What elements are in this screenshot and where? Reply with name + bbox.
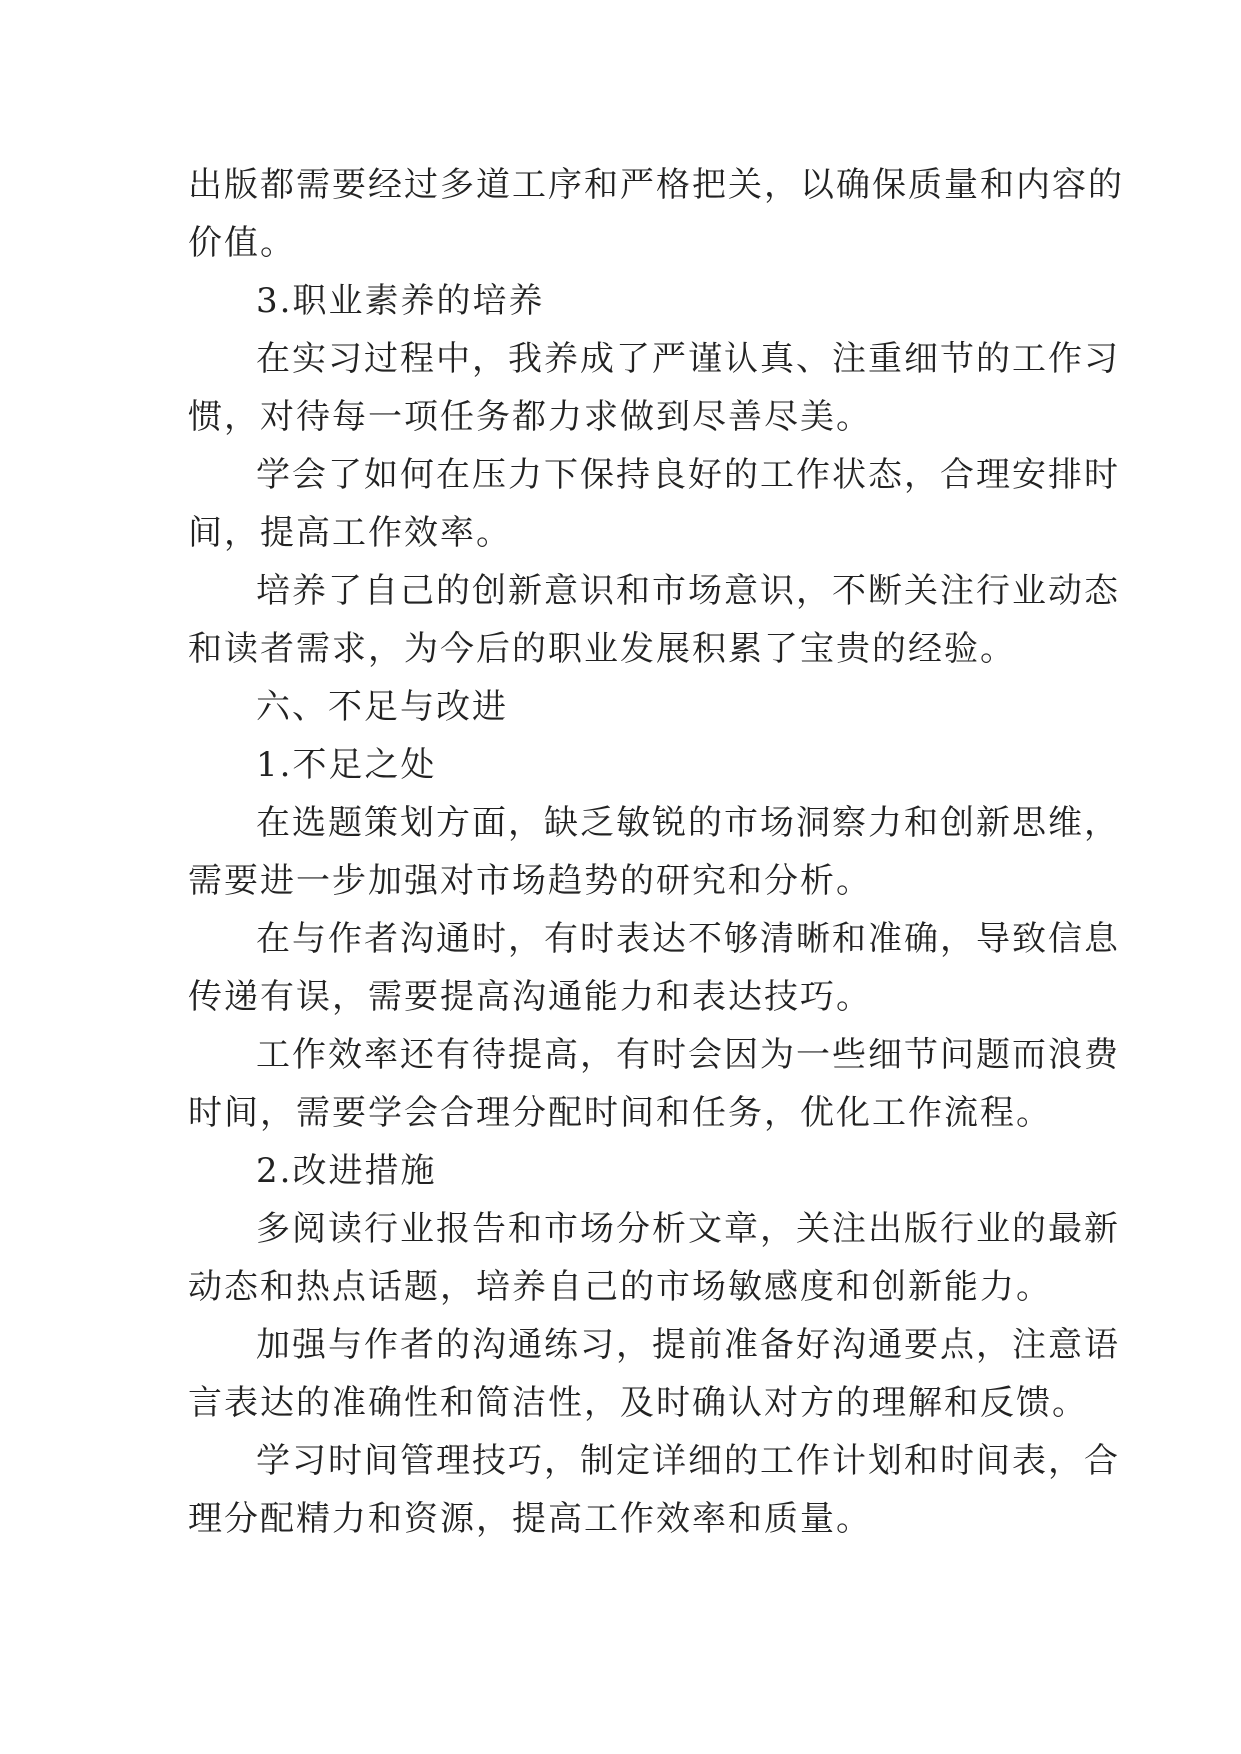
paragraph-line: 言表达的准确性和简洁性，及时确认对方的理解和反馈。 <box>188 1383 1088 1423</box>
paragraph-line: 时间，需要学会合理分配时间和任务，优化工作流程。 <box>188 1093 1052 1133</box>
paragraph-line: 在选题策划方面，缺乏敏锐的市场洞察力和创新思维， <box>256 803 1120 843</box>
paragraph-line: 需要进一步加强对市场趋势的研究和分析。 <box>188 861 872 901</box>
paragraph-line: 动态和热点话题，培养自己的市场敏感度和创新能力。 <box>188 1267 1052 1307</box>
paragraph-line: 价值。 <box>188 223 296 263</box>
paragraph-line: 工作效率还有待提高，有时会因为一些细节问题而浪费 <box>256 1035 1120 1075</box>
paragraph-line: 传递有误，需要提高沟通能力和表达技巧。 <box>188 977 872 1017</box>
paragraph-line: 在实习过程中，我养成了严谨认真、注重细节的工作习 <box>256 339 1120 379</box>
paragraph-line: 在与作者沟通时，有时表达不够清晰和准确，导致信息 <box>256 919 1120 959</box>
paragraph-line: 加强与作者的沟通练习，提前准备好沟通要点，注意语 <box>256 1325 1120 1365</box>
document-body <box>188 156 1124 1548</box>
paragraph-line: 3.职业素养的培养 <box>256 281 545 321</box>
paragraph-line: 理分配精力和资源，提高工作效率和质量。 <box>188 1499 872 1539</box>
paragraph-line: 出版都需要经过多道工序和严格把关，以确保质量和内容的 <box>188 165 1124 205</box>
paragraph-line: 六、不足与改进 <box>256 687 508 727</box>
paragraph-line: 学习时间管理技巧，制定详细的工作计划和时间表，合 <box>256 1441 1120 1481</box>
paragraph-line: 间，提高工作效率。 <box>188 513 512 553</box>
paragraph-line: 培养了自己的创新意识和市场意识，不断关注行业动态 <box>256 571 1120 611</box>
paragraph-line: 多阅读行业报告和市场分析文章，关注出版行业的最新 <box>256 1209 1120 1249</box>
paragraph-line: 惯，对待每一项任务都力求做到尽善尽美。 <box>188 397 872 437</box>
paragraph-line: 2.改进措施 <box>256 1151 437 1191</box>
paragraph-line: 和读者需求，为今后的职业发展积累了宝贵的经验。 <box>188 629 1016 669</box>
paragraph-line: 学会了如何在压力下保持良好的工作状态，合理安排时 <box>256 455 1120 495</box>
paragraph-line: 1.不足之处 <box>256 745 437 785</box>
